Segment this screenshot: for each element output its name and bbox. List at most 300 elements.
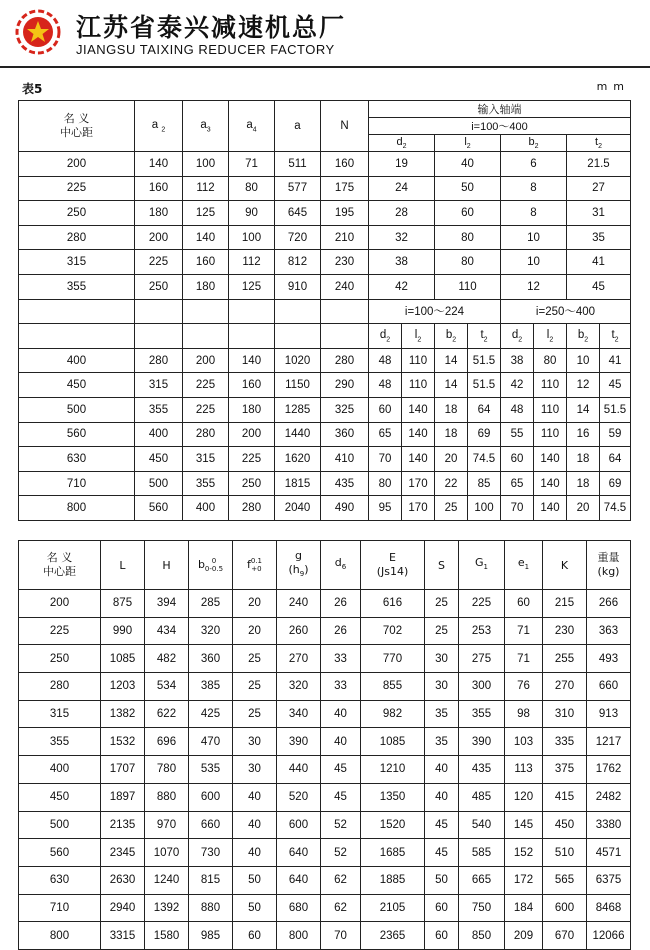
table-cell: 355 [19,728,101,756]
table-row [19,645,631,673]
table-cell: 670 [543,922,587,950]
table-cell: 41 [567,250,631,275]
table-cell: 355 [183,471,229,496]
table-cell: 1210 [361,756,425,784]
table-cell: 113 [505,756,543,784]
table-cell: 55 [501,422,534,447]
table-row [19,866,631,894]
table-cell: 25 [233,700,277,728]
table-cell: 320 [189,617,233,645]
table-cell: 110 [534,397,567,422]
table-cell: 64 [468,397,501,422]
header-K: K [543,541,587,590]
header-b2: $b_2$ [435,324,468,349]
table-cell: 25 [233,673,277,701]
table-cell: 50 [233,866,277,894]
table-cell: 12066 [587,922,631,950]
table-cell: 255 [543,645,587,673]
table-cell: 69 [600,471,631,496]
table-cell: 340 [277,700,321,728]
table-cell: 140 [534,496,567,521]
table-row [19,783,631,811]
table-cell: 20 [567,496,600,521]
table-cell: 425 [189,700,233,728]
table-cell: 780 [145,756,189,784]
table-cell: 3380 [587,811,631,839]
table-cell: 363 [587,617,631,645]
table-cell: 48 [369,348,402,373]
table-cell: 2630 [101,866,145,894]
table-cell: 280 [183,422,229,447]
table-cell: 577 [275,176,321,201]
header-H: H [145,541,189,590]
table-cell: 70 [321,922,361,950]
table-cell: 482 [145,645,189,673]
table-row [19,152,631,177]
table-cell: 160 [183,250,229,275]
table-cell: 310 [543,700,587,728]
table-cell: 585 [459,839,505,867]
table-cell: 280 [19,225,135,250]
blank-cell [321,324,369,349]
table-cell: 225 [135,250,183,275]
table-cell: 250 [229,471,275,496]
table-cell: 110 [402,373,435,398]
table-cell: 40 [425,783,459,811]
table-cell: 140 [135,152,183,177]
blank-cell [183,324,229,349]
table-cell: 38 [369,250,435,275]
header-t2: $t_2$ [600,324,631,349]
table-cell: 21.5 [567,152,631,177]
table-cell: 125 [229,274,275,299]
table-cell: 33 [321,673,361,701]
blank-cell [229,324,275,349]
unit-label: mm [596,80,630,93]
table-row [19,274,631,299]
table-cell: 230 [321,250,369,275]
table-cell: 195 [321,201,369,226]
header-N: N [321,101,369,152]
header-d2: $d_2$ [369,324,402,349]
table-cell: 210 [321,225,369,250]
table-cell: 8 [501,201,567,226]
table-cell: 435 [321,471,369,496]
blank-cell [183,299,229,324]
table-cell: 500 [135,471,183,496]
header-input-shaft: 输入轴端 [369,101,631,118]
table-cell: 41 [600,348,631,373]
table-cell: 225 [229,447,275,472]
table-cell: 990 [101,617,145,645]
header-d2: $d_2$ [369,135,435,152]
table-cell: 184 [505,894,543,922]
table-row [19,922,631,950]
table-cell: 640 [277,866,321,894]
table-cell: 270 [277,645,321,673]
table-cell: 85 [468,471,501,496]
table-cell: 110 [534,422,567,447]
table-cell: 325 [321,397,369,422]
table-cell: 1085 [101,645,145,673]
table-cell: 225 [19,617,101,645]
table-cell: 850 [459,922,505,950]
table-cell: 1440 [275,422,321,447]
table-cell: 71 [229,152,275,177]
table-cell: 200 [19,590,101,618]
table-cell: 95 [369,496,402,521]
table-cell: 60 [435,201,501,226]
table-cell: 71 [505,617,543,645]
table-cell: 1815 [275,471,321,496]
table-cell: 35 [425,700,459,728]
header-ratio-range-high: i=250～400 [501,299,631,324]
table-cell: 65 [369,422,402,447]
header-G1: $G_1$ [459,541,505,590]
table-cell: 14 [567,397,600,422]
table-cell: 140 [534,471,567,496]
header-S: S [425,541,459,590]
table-cell: 209 [505,922,543,950]
table-cell: 500 [19,397,135,422]
table-cell: 80 [534,348,567,373]
table-cell: 80 [229,176,275,201]
table-cell: 175 [321,176,369,201]
table-cell: 280 [19,673,101,701]
table-row [19,839,631,867]
table-cell: 290 [321,373,369,398]
header-t2: $t_2$ [567,135,631,152]
header-L: L [101,541,145,590]
table-cell: 680 [277,894,321,922]
table-cell: 982 [361,700,425,728]
table-cell: 45 [321,783,361,811]
table-cell: 98 [505,700,543,728]
header-d6: $d_6$ [321,541,361,590]
table-cell: 14 [435,373,468,398]
table-cell: 1240 [145,866,189,894]
table-cell: 800 [277,922,321,950]
table-cell: 40 [425,756,459,784]
table-cell: 51.5 [468,348,501,373]
table-cell: 450 [135,447,183,472]
table-cell: 2105 [361,894,425,922]
table-cell: 16 [567,422,600,447]
table-cell: 710 [19,471,135,496]
table-cell: 1085 [361,728,425,756]
table-cell: 696 [145,728,189,756]
table-cell: 415 [543,783,587,811]
table-cell: 410 [321,447,369,472]
table-cell: 31 [567,201,631,226]
table-cell: 390 [277,728,321,756]
table-cell: 2135 [101,811,145,839]
table-cell: 2482 [587,783,631,811]
blank-cell [275,299,321,324]
table-cell: 400 [183,496,229,521]
table-cell: 160 [135,176,183,201]
table-cell: 660 [587,673,631,701]
table-cell: 400 [19,348,135,373]
table-cell: 59 [600,422,631,447]
table-cell: 266 [587,590,631,618]
table-cell: 225 [19,176,135,201]
header-l2: $l_2$ [534,324,567,349]
table-cell: 22 [435,471,468,496]
table-cell: 40 [233,811,277,839]
table-cell: 48 [369,373,402,398]
table-cell: 10 [501,225,567,250]
table-cell: 1020 [275,348,321,373]
table-cell: 702 [361,617,425,645]
table-cell: 710 [19,894,101,922]
table-cell: 18 [435,422,468,447]
header-b2: $b_2$ [567,324,600,349]
table-cell: 40 [233,839,277,867]
table-cell: 60 [233,922,277,950]
table-cell: 140 [402,422,435,447]
table-cell: 665 [459,866,505,894]
table-cell: 10 [501,250,567,275]
table-cell: 200 [19,152,135,177]
table-cell: 125 [183,201,229,226]
table-cell: 172 [505,866,543,894]
table-cell: 20 [233,590,277,618]
table-cell: 630 [19,447,135,472]
table-cell: 660 [189,811,233,839]
header-d2: $d_2$ [501,324,534,349]
table-cell: 280 [321,348,369,373]
table-cell: 300 [459,673,505,701]
table-row [19,756,631,784]
header-a3: $a_3$ [183,101,229,152]
table-cell: 225 [183,397,229,422]
table-cell: 520 [277,783,321,811]
table-cell: 26 [321,590,361,618]
table-cell: 50 [233,894,277,922]
dimension-table-lower [18,540,631,950]
table-cell: 285 [189,590,233,618]
table-cell: 6375 [587,866,631,894]
table-cell: 1762 [587,756,631,784]
header-divider [0,66,650,68]
table-cell: 80 [369,471,402,496]
blank-cell [135,299,183,324]
table-cell: 280 [229,496,275,521]
table-cell: 2365 [361,922,425,950]
header-g: g $(h_9)$ [277,541,321,590]
table-cell: 35 [425,728,459,756]
table-cell: 30 [233,756,277,784]
company-name-en: JIANGSU TAIXING REDUCER FACTORY [76,42,335,57]
table-cell: 250 [19,645,101,673]
table-cell: 25 [233,645,277,673]
table-cell: 33 [321,645,361,673]
table-cell: 2345 [101,839,145,867]
table-cell: 315 [135,373,183,398]
table-cell: 535 [189,756,233,784]
table-cell: 600 [543,894,587,922]
table-cell: 200 [183,348,229,373]
table-cell: 500 [19,811,101,839]
table-cell: 100 [183,152,229,177]
table-row [19,176,631,201]
table-cell: 815 [189,866,233,894]
header-center-distance: 名 义 中心距 [19,101,135,152]
table-cell: 40 [321,700,361,728]
table-cell: 750 [459,894,505,922]
table-cell: 720 [275,225,321,250]
table-cell: 50 [435,176,501,201]
table-cell: 30 [425,645,459,673]
table-cell: 600 [277,811,321,839]
table-cell: 51.5 [468,373,501,398]
table-cell: 400 [135,422,183,447]
table-row [19,617,631,645]
table-cell: 12 [501,274,567,299]
table-cell: 52 [321,811,361,839]
table-cell: 76 [505,673,543,701]
table-cell: 18 [567,447,600,472]
table-cell: 40 [233,783,277,811]
table-cell: 640 [277,839,321,867]
blank-cell [19,299,135,324]
table-row [19,348,631,373]
company-logo-icon [14,8,62,56]
table-cell: 45 [425,839,459,867]
table-cell: 1070 [145,839,189,867]
table-label: 表5 [22,82,43,96]
table-row [19,201,631,226]
table-cell: 355 [135,397,183,422]
table-cell: 450 [19,783,101,811]
table-cell: 2040 [275,496,321,521]
table-cell: 24 [369,176,435,201]
table-row [19,700,631,728]
table-cell: 18 [435,397,468,422]
table-cell: 45 [425,811,459,839]
table-cell: 360 [189,645,233,673]
table-cell: 48 [501,397,534,422]
table-row [19,447,631,472]
table-cell: 70 [501,496,534,521]
table-row [19,894,631,922]
table-row [19,728,631,756]
table-cell: 315 [183,447,229,472]
table-cell: 170 [402,471,435,496]
table-cell: 253 [459,617,505,645]
table-cell: 260 [277,617,321,645]
table-cell: 1520 [361,811,425,839]
table-cell: 985 [189,922,233,950]
table-cell: 510 [543,839,587,867]
table-cell: 60 [501,447,534,472]
table-cell: 565 [543,866,587,894]
table-cell: 730 [189,839,233,867]
table-cell: 28 [369,201,435,226]
header-l2: $l_2$ [435,135,501,152]
table-cell: 71 [505,645,543,673]
table-cell: 12 [567,373,600,398]
table-cell: 110 [435,274,501,299]
table-cell: 42 [369,274,435,299]
table-cell: 3315 [101,922,145,950]
table-cell: 160 [229,373,275,398]
table-cell: 140 [183,225,229,250]
table-cell: 1532 [101,728,145,756]
table-cell: 120 [505,783,543,811]
table-row [19,250,631,275]
table-cell: 1392 [145,894,189,922]
table-cell: 616 [361,590,425,618]
table-cell: 140 [534,447,567,472]
table-cell: 875 [101,590,145,618]
table-cell: 62 [321,866,361,894]
table-cell: 622 [145,700,189,728]
header-f: f0.1 +0 [233,541,277,590]
table-cell: 170 [402,496,435,521]
table-cell: 74.5 [600,496,631,521]
table-cell: 64 [600,447,631,472]
table-cell: 180 [135,201,183,226]
header-l2: $l_2$ [402,324,435,349]
table-cell: 394 [145,590,189,618]
table-cell: 19 [369,152,435,177]
table-cell: 18 [567,471,600,496]
table-cell: 435 [459,756,505,784]
table-cell: 450 [19,373,135,398]
table-row [19,422,631,447]
table-cell: 913 [587,700,631,728]
table-cell: 35 [567,225,631,250]
table-cell: 10 [567,348,600,373]
table-cell: 145 [505,811,543,839]
table-row [19,811,631,839]
table-cell: 250 [19,201,135,226]
table-cell: 32 [369,225,435,250]
table-cell: 225 [183,373,229,398]
table-cell: 560 [19,422,135,447]
table-cell: 60 [425,894,459,922]
table-cell: 70 [369,447,402,472]
table-cell: 1203 [101,673,145,701]
table-row [19,373,631,398]
blank-cell [321,299,369,324]
page-header [0,0,650,68]
table-cell: 490 [321,496,369,521]
table-cell: 45 [600,373,631,398]
table-cell: 540 [459,811,505,839]
table-cell: 60 [505,590,543,618]
table-cell: 630 [19,866,101,894]
table-row [19,471,631,496]
table-cell: 880 [145,783,189,811]
table-cell: 800 [19,496,135,521]
dimension-table-upper [18,100,631,521]
table-cell: 103 [505,728,543,756]
table-cell: 800 [19,922,101,950]
table-cell: 434 [145,617,189,645]
table-cell: 355 [19,274,135,299]
table-cell: 855 [361,673,425,701]
table-cell: 110 [534,373,567,398]
table-cell: 240 [277,590,321,618]
table-cell: 100 [468,496,501,521]
table-row [19,397,631,422]
table-cell: 60 [369,397,402,422]
table-cell: 112 [229,250,275,275]
table-cell: 30 [233,728,277,756]
